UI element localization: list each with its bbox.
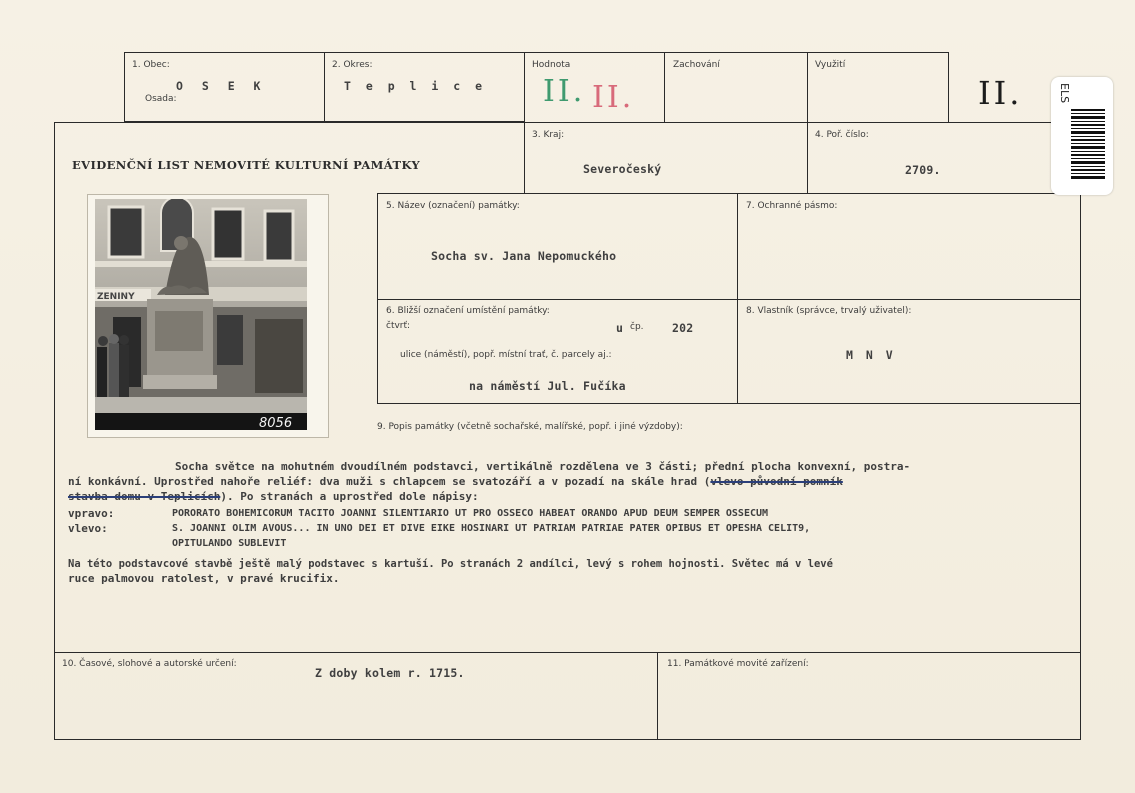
- vyuziti-label: Využití: [815, 60, 846, 70]
- osada-label: Osada:: [145, 94, 177, 104]
- por-cislo-label: 4. Poř. číslo:: [815, 130, 869, 140]
- cp-label: čp.: [630, 322, 644, 332]
- obec-label: 1. Obec:: [132, 60, 170, 70]
- ulice-value: na náměstí Jul. Fučíka: [469, 379, 626, 393]
- barcode-tag: [1051, 77, 1113, 195]
- barcode-icon: [1071, 109, 1105, 179]
- nazev-value: Socha sv. Jana Nepomuckého: [431, 249, 617, 263]
- popis-line-1: Socha světce na mohutném dvoudílném podstavci, vertikálně rozdělena ve 3 části; přední plocha konvexní, postra-: [175, 460, 911, 473]
- vlastnik-value: M N V: [846, 348, 896, 362]
- hodnota-green-mark: II.: [543, 74, 586, 109]
- umisteni-label: 6. Bližší označení umístění památky:: [386, 306, 550, 316]
- popis-line-podstavec: Na této podstavcové stavbě ještě malý podstavec s kartuší. Po stranách 2 andílci, levý s rohem hojnosti. Světec má v levé: [68, 558, 833, 570]
- popis-vlevo-text: S. JOANNI OLIM AVOUS... IN UNO DEI ET DIVE EIKE HOSINARI UT PATRIAM PATRIAE PATER OPIBUS ET OPESHA CELIT9,: [172, 523, 811, 534]
- ctvrt-label: čtvrť:: [386, 321, 411, 331]
- kraj-value: Severočeský: [583, 162, 662, 176]
- monument-photo: [95, 199, 307, 430]
- nazev-label: 5. Název (označení) památky:: [386, 201, 520, 211]
- casove-value: Z doby kolem r. 1715.: [315, 666, 465, 680]
- form-title: EVIDENČNÍ LIST NEMOVITÉ KULTURNÍ PAMÁTKY: [72, 158, 421, 172]
- ochranne-pasmo-label: 7. Ochranné pásmo:: [746, 201, 838, 211]
- vlastnik-label: 8. Vlastník (správce, trvalý uživatel):: [746, 306, 912, 316]
- okres-label: 2. Okres:: [332, 60, 373, 70]
- movite-label: 11. Památkové movité zařízení:: [667, 659, 809, 669]
- shop-sign: ZENINY: [97, 292, 135, 302]
- popis-struck-1: vlevo původní pomník: [710, 475, 843, 488]
- ulice-label: ulice (náměstí), popř. místní trať, č. parcely aj.:: [400, 350, 612, 360]
- popis-line-ruce: ruce palmovou ratolest, v pravé krucifix.: [68, 572, 340, 585]
- obec-value: O S E K: [176, 79, 267, 93]
- barcode-text: ELS: [1058, 83, 1071, 104]
- u-label: u: [616, 321, 624, 335]
- top-right-mark: II.: [978, 74, 1023, 112]
- cp-value: 202: [672, 321, 694, 335]
- popis-vlevo-label: vlevo:: [68, 522, 108, 535]
- popis-vpravo-label: vpravo:: [68, 507, 115, 520]
- popis-vpravo-text: PORORATO BOHEMICORUM TACITO JOANNI SILENTIARIO UT PRO OSSECO HABEAT ORANDO APUD DEUM SEMPER OSSECUM: [172, 508, 769, 519]
- hodnota-red-mark: II.: [592, 80, 635, 115]
- popis-line-opitulando: OPITULANDO SUBLEVIT: [172, 538, 287, 549]
- okres-value: T e p l i c e: [344, 79, 487, 93]
- popis-struck-2: stavba domu v Teplicích: [68, 490, 221, 503]
- kraj-label: 3. Kraj:: [532, 130, 565, 140]
- casove-label: 10. Časové, slohové a autorské určení:: [62, 659, 237, 669]
- photo-number: 8056: [259, 416, 293, 430]
- por-cislo-value: 2709.: [905, 163, 941, 177]
- popis-line-3: stavba domu v Teplicích). Po stranách a uprostřed dole nápisy:: [68, 490, 479, 503]
- hodnota-label: Hodnota: [532, 60, 571, 70]
- popis-line-2: ní konkávní. Uprostřed nahoře reliéf: dva muži s chlapcem se svatozáří a v pozadí na skále hrad (vlevo původní pomník: [68, 475, 843, 488]
- popis-label: 9. Popis památky (včetně sochařské, malířské, popř. i jiné výzdoby):: [377, 422, 683, 432]
- zachovani-label: Zachování: [673, 60, 720, 70]
